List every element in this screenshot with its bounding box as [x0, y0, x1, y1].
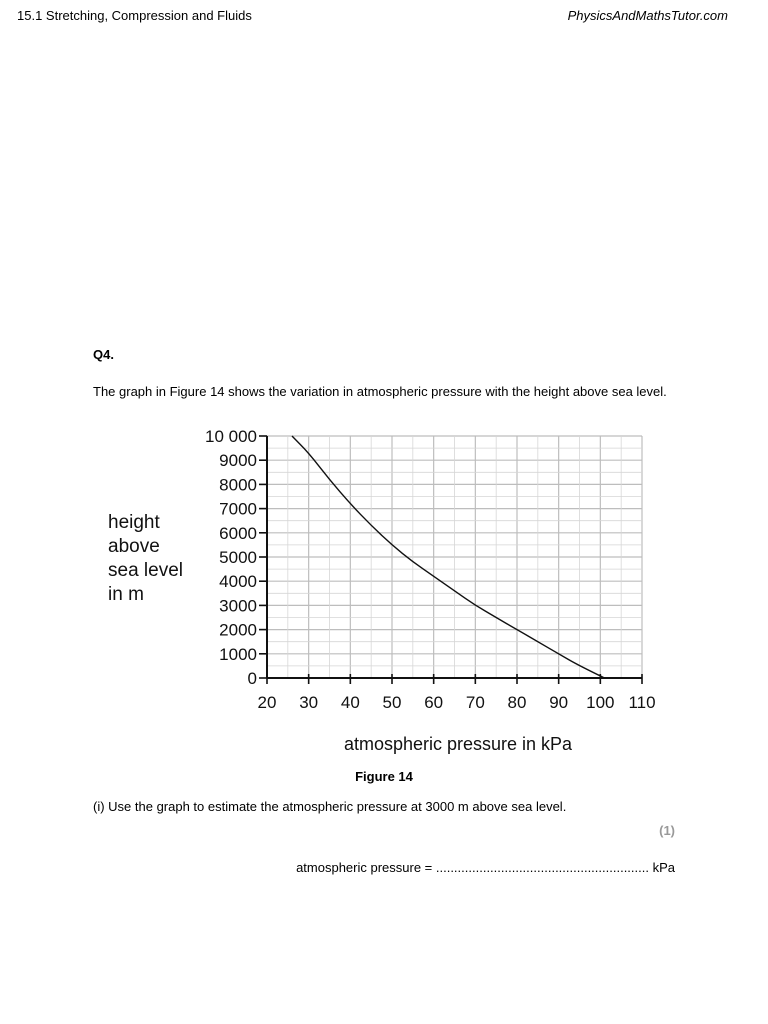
y-tick-label: 2000	[219, 620, 257, 640]
y-tick-label: 1000	[219, 644, 257, 664]
x-tick-label: 110	[628, 693, 656, 712]
y-tick-label: 5000	[219, 548, 257, 567]
x-tick-label: 90	[549, 693, 569, 712]
y-tick-label: 6000	[219, 523, 257, 543]
pressure-height-chart	[190, 420, 670, 760]
y-tick-label: 4000	[219, 572, 257, 592]
x-tick-label: 50	[382, 693, 402, 712]
x-tick-label: 40	[340, 693, 360, 712]
question-intro: The graph in Figure 14 shows the variation in atmospheric pressure with the height above sea level.	[93, 384, 667, 399]
x-tick-label: 30	[299, 693, 319, 712]
y-tick-label: 8000	[219, 475, 257, 495]
answer-line[interactable]: atmospheric pressure = ........................................................... kPa	[296, 860, 675, 875]
y-axis-label-line: in m	[108, 584, 144, 605]
y-tick-label: 3000	[219, 596, 257, 616]
x-axis-title: atmospheric pressure in kPa	[343, 734, 573, 754]
x-tick-label: 80	[507, 693, 527, 712]
y-axis-label	[108, 511, 183, 607]
header-title: 15.1 Stretching, Compression and Fluids	[17, 8, 252, 23]
question-part-i: (i) Use the graph to estimate the atmospheric pressure at 3000 m above sea level.	[93, 799, 567, 814]
x-tick-label: 60	[424, 693, 444, 712]
x-tick-label: 100	[586, 693, 615, 712]
y-tick-label: 9000	[219, 451, 257, 471]
y-tick-label: 0	[247, 669, 257, 688]
header-site: PhysicsAndMathsTutor.com	[567, 8, 728, 23]
marks-indicator: (1)	[659, 823, 675, 838]
x-tick-label: 20	[257, 693, 277, 712]
x-tick-label: 70	[465, 693, 485, 712]
y-tick-label: 10 000	[205, 427, 257, 446]
y-axis-label-line: sea level	[108, 560, 183, 581]
y-axis-label-line: above	[108, 536, 160, 557]
y-tick-label: 7000	[219, 499, 257, 519]
figure-caption: Figure 14	[355, 769, 413, 784]
y-axis-label-line: height	[108, 512, 160, 533]
question-number: Q4.	[93, 347, 114, 362]
